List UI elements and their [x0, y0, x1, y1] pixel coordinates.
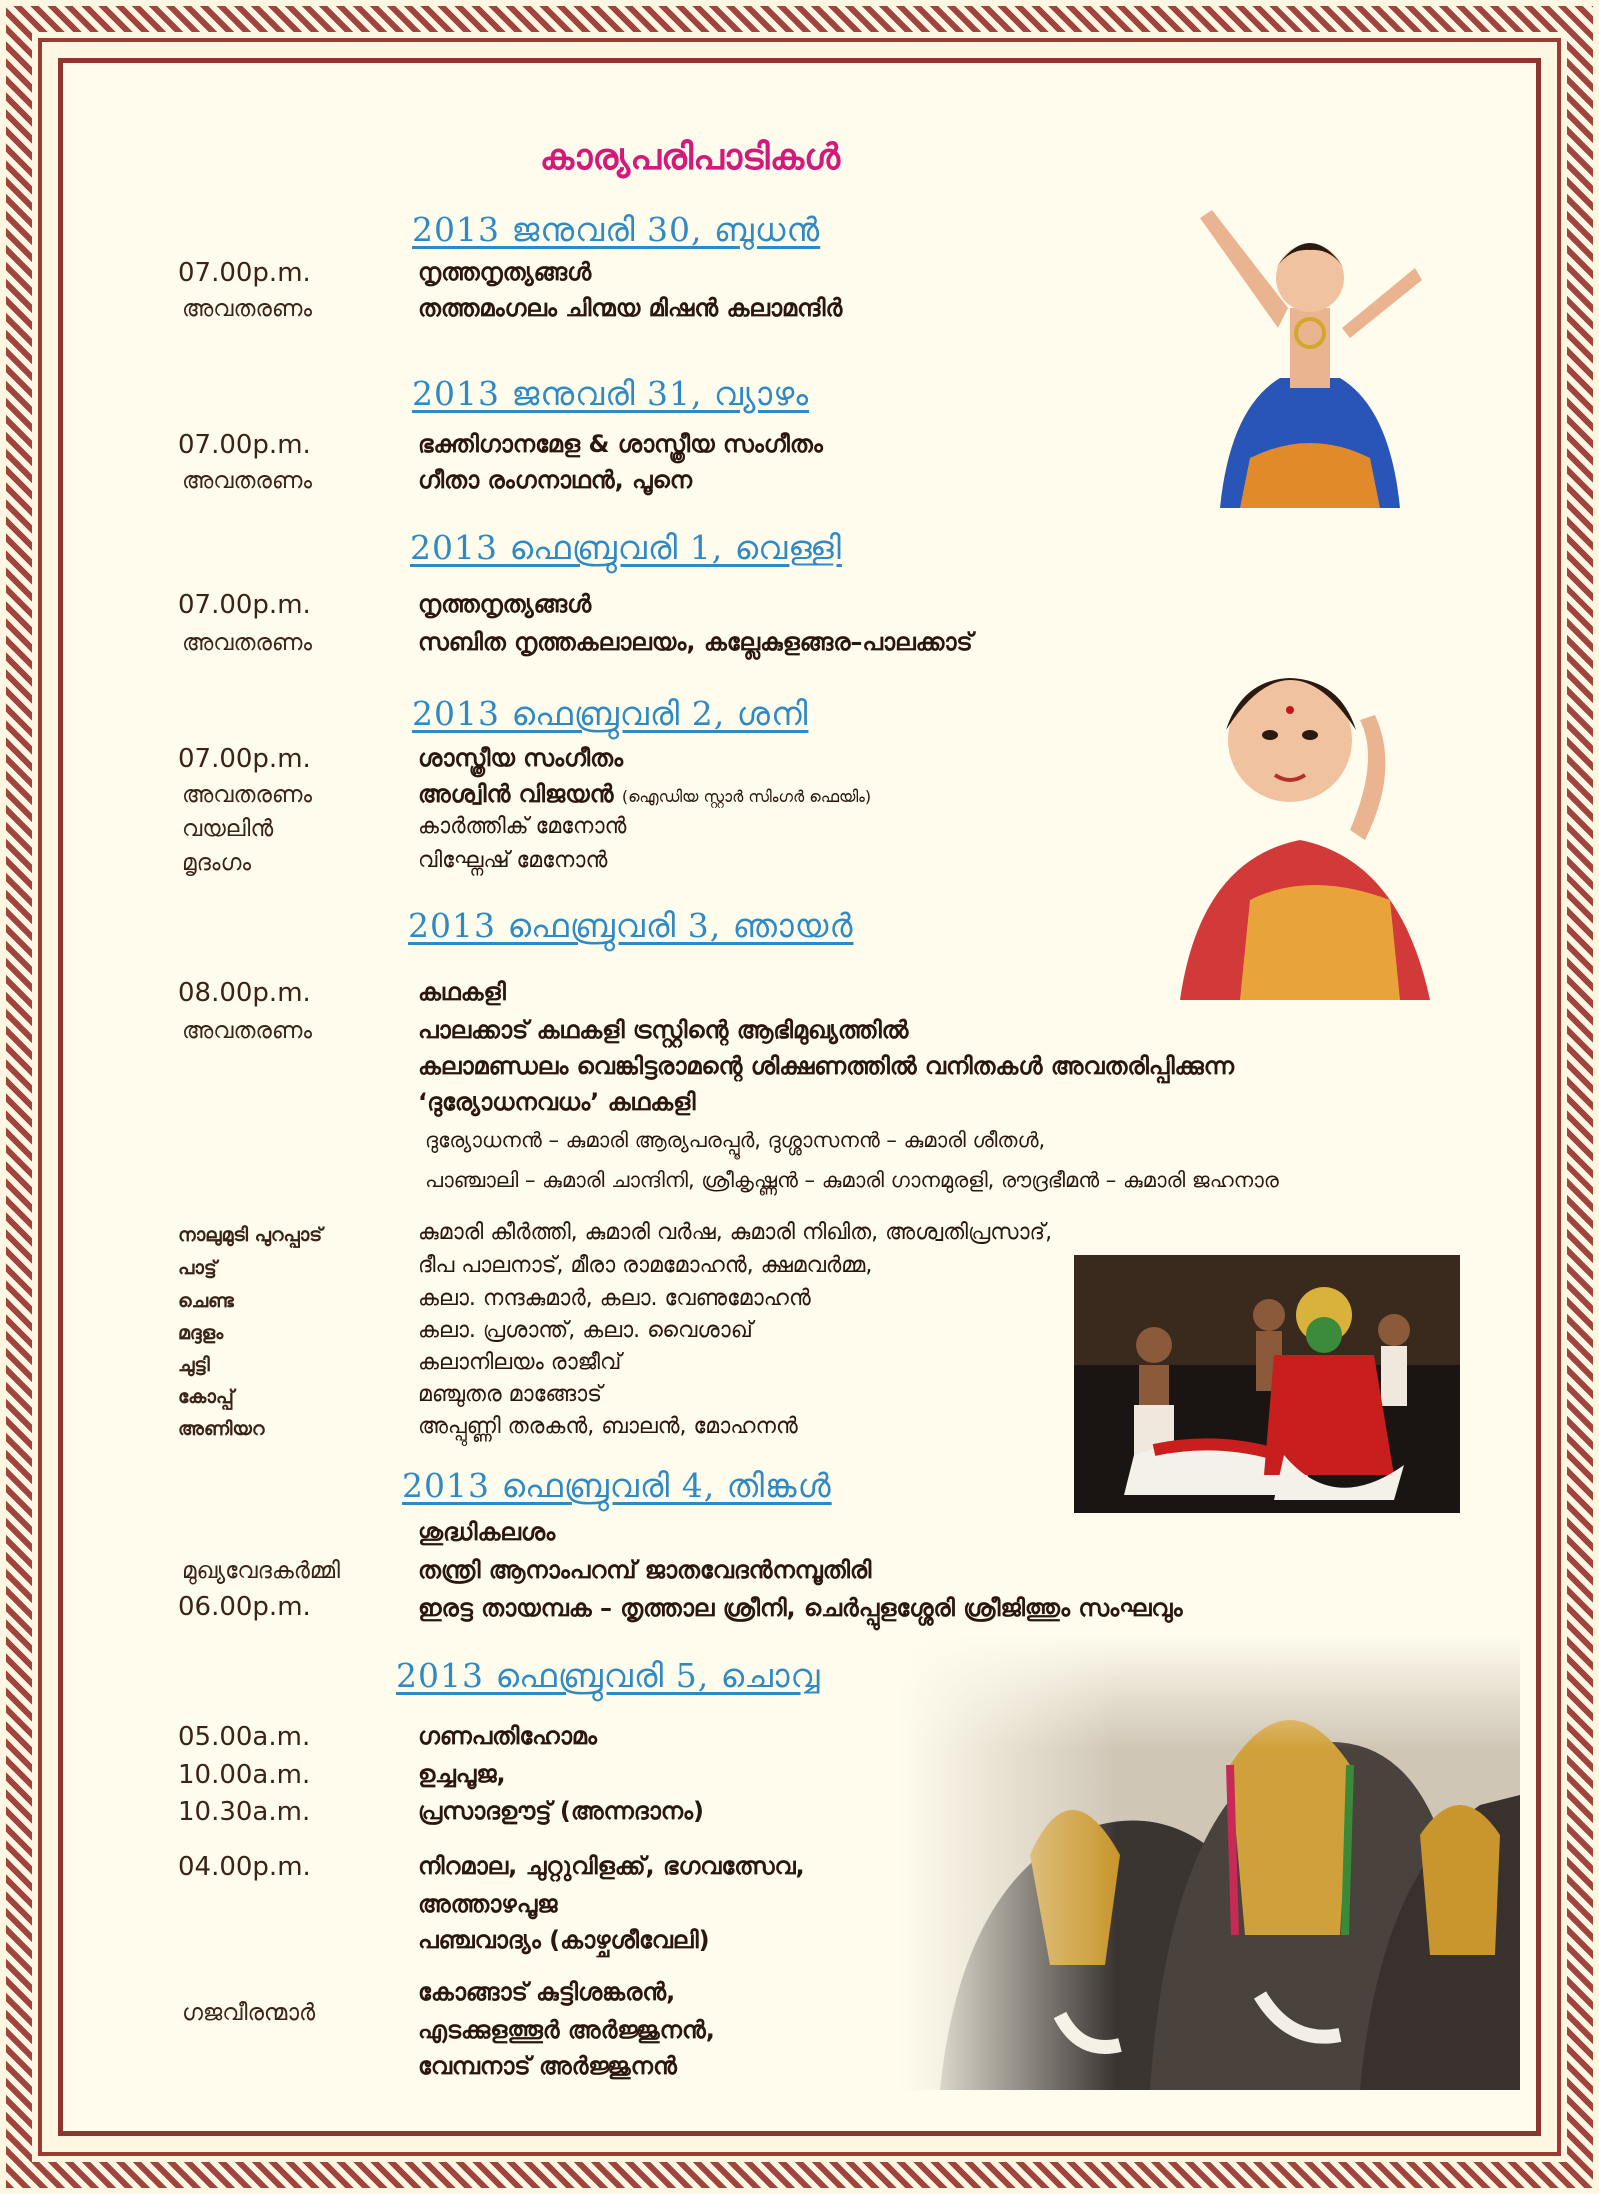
- event-morning: ഗണപതിഹോമം: [418, 1722, 597, 1750]
- time-jan-31: 07.00p.m.: [178, 430, 311, 460]
- event-jan-31: ഭക്തിഗാനമേള & ശാസ്ത്രീയ സംഗീതം: [418, 430, 823, 458]
- performer-jan-30: തത്തമംഗലം ചിന്മയ മിഷൻ കലാമന്ദിർ: [418, 294, 843, 322]
- crew-role: ചെണ്ട: [178, 1290, 234, 1312]
- crew-names: കുമാരി കീർത്തി, കുമാരി വർഷ, കുമാരി നിഖിത, അശ്വതിപ്രസാദ്,: [418, 1220, 1053, 1245]
- event-feb-1: നൃത്തനൃത്യങ്ങൾ: [418, 590, 592, 618]
- page-title: കാര്യപരിപാടികൾ: [539, 136, 841, 178]
- date-heading-feb-3: 2013 ഫെബ്രുവരി 3, ഞായർ: [408, 906, 854, 945]
- crew-names: കലാനിലയം രാജീവ്: [418, 1350, 622, 1375]
- date-heading-feb-4: 2013 ഫെബ്രുവരി 4, തിങ്കൾ: [402, 1466, 832, 1505]
- label-presented-jan-31: അവതരണം: [182, 468, 313, 494]
- kathakali-cast-1: ദുര്യോധനൻ – കുമാരി ആര്യപരപ്പൂർ, ദുശ്ശാസനൻ – കുമാരി ശീതൾ,: [425, 1128, 1046, 1152]
- elephant-name: കോങ്ങാട് കുട്ടിശങ്കരൻ,: [418, 1978, 676, 2006]
- event-thayambaka: ഇരട്ട തായമ്പക – തൃത്താല ശ്രീനി, ചെർപ്പുളശ്ശേരി ശ്രീജിത്തും സംഘവും: [418, 1594, 1183, 1622]
- crew-names: ദീപ പാലനാട്, മീരാ രാമമോഹൻ, ക്ഷമവർമ്മ,: [418, 1253, 873, 1278]
- crew-names: കലാ. നന്ദകുമാർ, കലാ. വേണുമോഹൻ: [418, 1286, 811, 1311]
- crew-role: നാലുമുടി പുറപ്പാട്: [178, 1224, 323, 1246]
- crew-names: അപ്പുണ്ണി തരകൻ, ബാലൻ, മോഹനൻ: [418, 1414, 798, 1439]
- performer-note: (ഐഡിയ സ്റ്റാർ സിംഗർ ഫെയിം): [621, 787, 872, 806]
- crew-role: കോപ്പ്: [178, 1386, 234, 1408]
- performer-name: അശ്വിൻ വിജയൻ: [418, 780, 614, 808]
- date-heading-feb-5: 2013 ഫെബ്രുവരി 5, ചൊവ്വ: [396, 1656, 821, 1695]
- dancer-photo-1: [1160, 158, 1460, 508]
- label-presented-feb-3: അവതരണം: [182, 1018, 313, 1044]
- date-heading-jan-31: 2013 ജനുവരി 31, വ്യാഴം: [412, 374, 810, 413]
- event-morning: പ്രസാദഊട്ട് (അന്നദാനം): [418, 1797, 705, 1825]
- event-evening-1: നിറമാല, ചുറ്റുവിളക്ക്, ഭഗവത്സേവ,: [418, 1852, 805, 1880]
- elephant-name: എടക്കുളത്തൂർ അർജ്ജുനൻ,: [418, 2016, 715, 2044]
- date-heading-jan-30: 2013 ജനുവരി 30, ബുധൻ: [412, 210, 821, 249]
- event-evening-2: അത്താഴപൂജ: [418, 1890, 558, 1918]
- crew-names: മഞ്ചുതര മാങ്ങോട്: [418, 1382, 603, 1407]
- performer-jan-31: ഗീതാ രംഗനാഥൻ, പൂനെ: [418, 466, 692, 494]
- label-chief-priest: മുഖ്യവേദകർമ്മി: [182, 1558, 340, 1584]
- time-morning: 10.30a.m.: [178, 1797, 311, 1827]
- dancer-photo-2: [1160, 600, 1450, 1000]
- event-feb-3: കഥകളി: [418, 978, 506, 1006]
- elephants-photo: [900, 1635, 1520, 2090]
- performer-feb-1: സബിത നൃത്തകലാലയം, കല്ലേകുളങ്ങര–പാലക്കാട്: [418, 628, 973, 656]
- kathakali-photo: [1074, 1255, 1460, 1513]
- label-presented-jan-30: അവതരണം: [182, 296, 313, 322]
- time-jan-30: 07.00p.m.: [178, 258, 311, 288]
- kathakali-cast-2: പാഞ്ചാലി – കുമാരി ചാന്ദിനി, ശ്രീകൃഷ്ണൻ – കുമാരി ഗാനമുരളി, രൗദ്രഭീമൻ – കുമാരി ജഹനാര: [425, 1168, 1279, 1192]
- performer-feb-2: [418, 780, 871, 808]
- label-violin: വയലിൻ: [182, 816, 274, 842]
- time-evening: 04.00p.m.: [178, 1852, 311, 1882]
- label-elephants: ഗജവീരന്മാർ: [182, 2000, 316, 2026]
- time-feb-1: 07.00p.m.: [178, 590, 311, 620]
- event-feb-2: ശാസ്ത്രീയ സംഗീതം: [418, 744, 624, 772]
- time-morning: 05.00a.m.: [178, 1722, 311, 1752]
- date-heading-feb-1: 2013 ഫെബ്രുവരി 1, വെള്ളി: [410, 528, 842, 567]
- elephant-name: വേമ്പനാട് അർജ്ജുനൻ: [418, 2052, 677, 2080]
- date-heading-feb-2: 2013 ഫെബ്രുവരി 2, ശനി: [412, 694, 809, 733]
- kathakali-line-3: ‘ദുര്യോധനവധം’ കഥകളി: [418, 1088, 696, 1116]
- crew-role: അണിയറ: [178, 1418, 265, 1440]
- kathakali-line-2: കലാമണ്ഡലം വെങ്കിട്ടരാമന്റെ ശിക്ഷണത്തിൽ വനിതകൾ അവതരിപ്പിക്കുന്ന: [418, 1052, 1235, 1080]
- label-mridangam: മൃദംഗം: [182, 850, 252, 876]
- time-feb-2: 07.00p.m.: [178, 744, 311, 774]
- event-purification: ശുദ്ധികലശം: [418, 1518, 556, 1546]
- violinist: കാർത്തിക് മേനോൻ: [418, 814, 627, 839]
- crew-role: മദ്ദളം: [178, 1322, 224, 1344]
- time-morning: 10.00a.m.: [178, 1760, 311, 1790]
- label-presented-feb-2: അവതരണം: [182, 782, 313, 808]
- kathakali-line-1: പാലക്കാട് കഥകളി ട്രസ്റ്റിന്റെ ആഭിമുഖ്യത്തിൽ: [418, 1016, 909, 1044]
- crew-role: ചുട്ടി: [178, 1354, 210, 1376]
- event-evening-3: പഞ്ചവാദ്യം (കാഴ്ചശീവേലി): [418, 1926, 710, 1954]
- chief-priest: തന്ത്രി ആനാംപറമ്പ് ജാതവേദൻനമ്പൂതിരി: [418, 1556, 872, 1584]
- time-feb-4: 06.00p.m.: [178, 1592, 311, 1622]
- mridangam-artist: വിഘ്നേഷ് മേനോൻ: [418, 848, 608, 873]
- label-presented-feb-1: അവതരണം: [182, 630, 313, 656]
- event-jan-30: നൃത്തനൃത്യങ്ങൾ: [418, 258, 592, 286]
- crew-role: പാട്ട്: [178, 1257, 217, 1279]
- crew-names: കലാ. പ്രശാന്ത്, കലാ. വൈശാഖ്: [418, 1318, 753, 1343]
- event-morning: ഉച്ചപൂജ,: [418, 1760, 506, 1788]
- time-feb-3: 08.00p.m.: [178, 978, 311, 1008]
